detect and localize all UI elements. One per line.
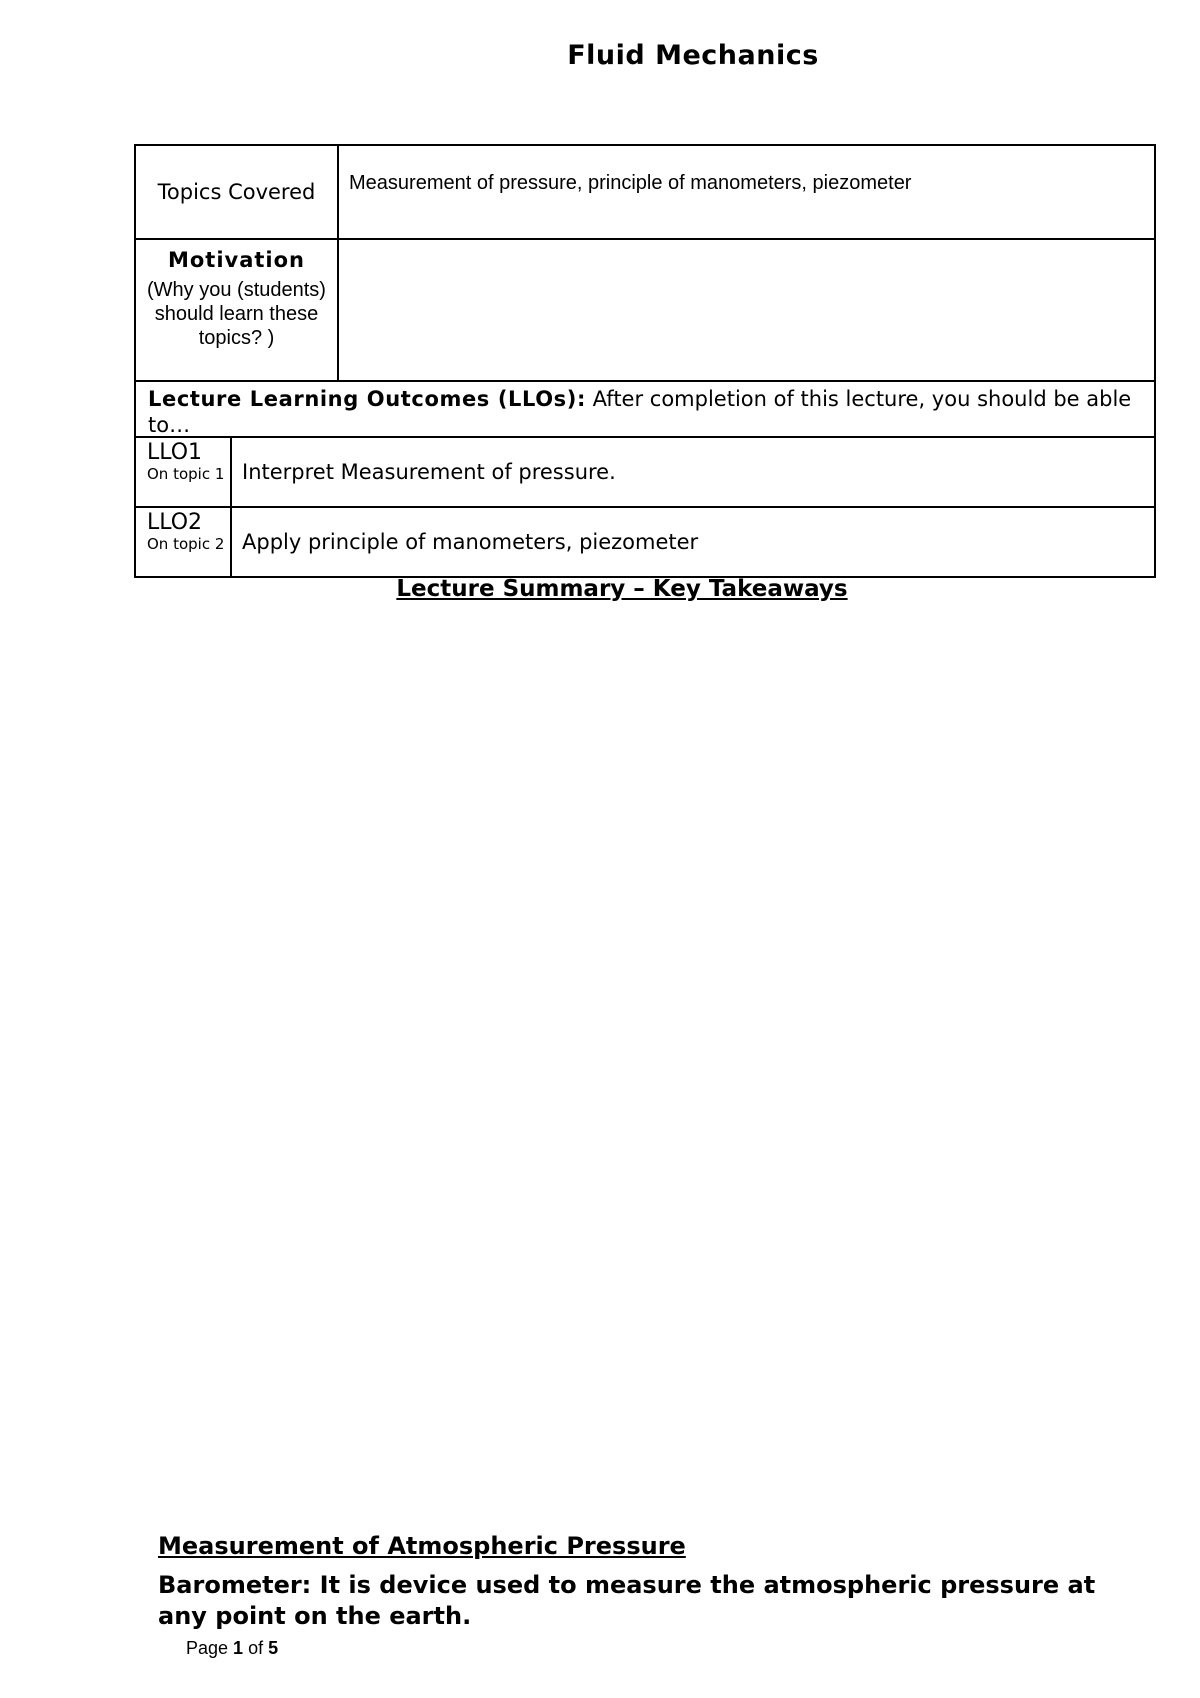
section-text: Barometer: It is device used to measure the atmospheric pressure at any point on the earth. [158, 1571, 1096, 1630]
footer-prefix: Page [186, 1638, 234, 1658]
page-footer [186, 1638, 278, 1659]
topics-covered-value: Measurement of pressure, principle of manometers, piezometer [349, 172, 912, 194]
current-page: 1 [233, 1638, 244, 1658]
llo-code: LLO2 [147, 510, 203, 535]
llo-row [134, 436, 1156, 508]
llo-heading-bold: Lecture Learning Outcomes (LLOs): [148, 387, 586, 411]
topics-covered-label: Topics Covered [157, 180, 316, 204]
total-pages: 5 [268, 1638, 279, 1658]
motivation-label [136, 240, 337, 350]
llo-id-cell [136, 438, 230, 506]
llo-topic: On topic 2 [147, 535, 225, 553]
motivation-title: Motivation [167, 248, 306, 272]
topics-table [134, 144, 1156, 438]
llo-text: Interpret Measurement of pressure. [242, 460, 616, 484]
section-heading: Measurement of Atmospheric Pressure [158, 1532, 686, 1560]
llo-heading [136, 382, 1154, 438]
footer-middle: of [243, 1638, 269, 1658]
llo-row [134, 506, 1156, 578]
llo-heading-text: After completion of this lecture, you should be able to… [148, 387, 1132, 437]
llo-code: LLO1 [147, 440, 203, 465]
llo-text: Apply principle of manometers, piezometer [242, 530, 699, 554]
llo-id-cell [136, 508, 230, 576]
summary-title: Lecture Summary – Key Takeaways [396, 576, 848, 602]
document-title: Fluid Mechanics [567, 40, 819, 71]
motivation-subtitle: (Why you (students) should learn these topics? ) [147, 279, 326, 349]
llo-topic: On topic 1 [147, 465, 225, 483]
motivation-value [339, 240, 1154, 380]
